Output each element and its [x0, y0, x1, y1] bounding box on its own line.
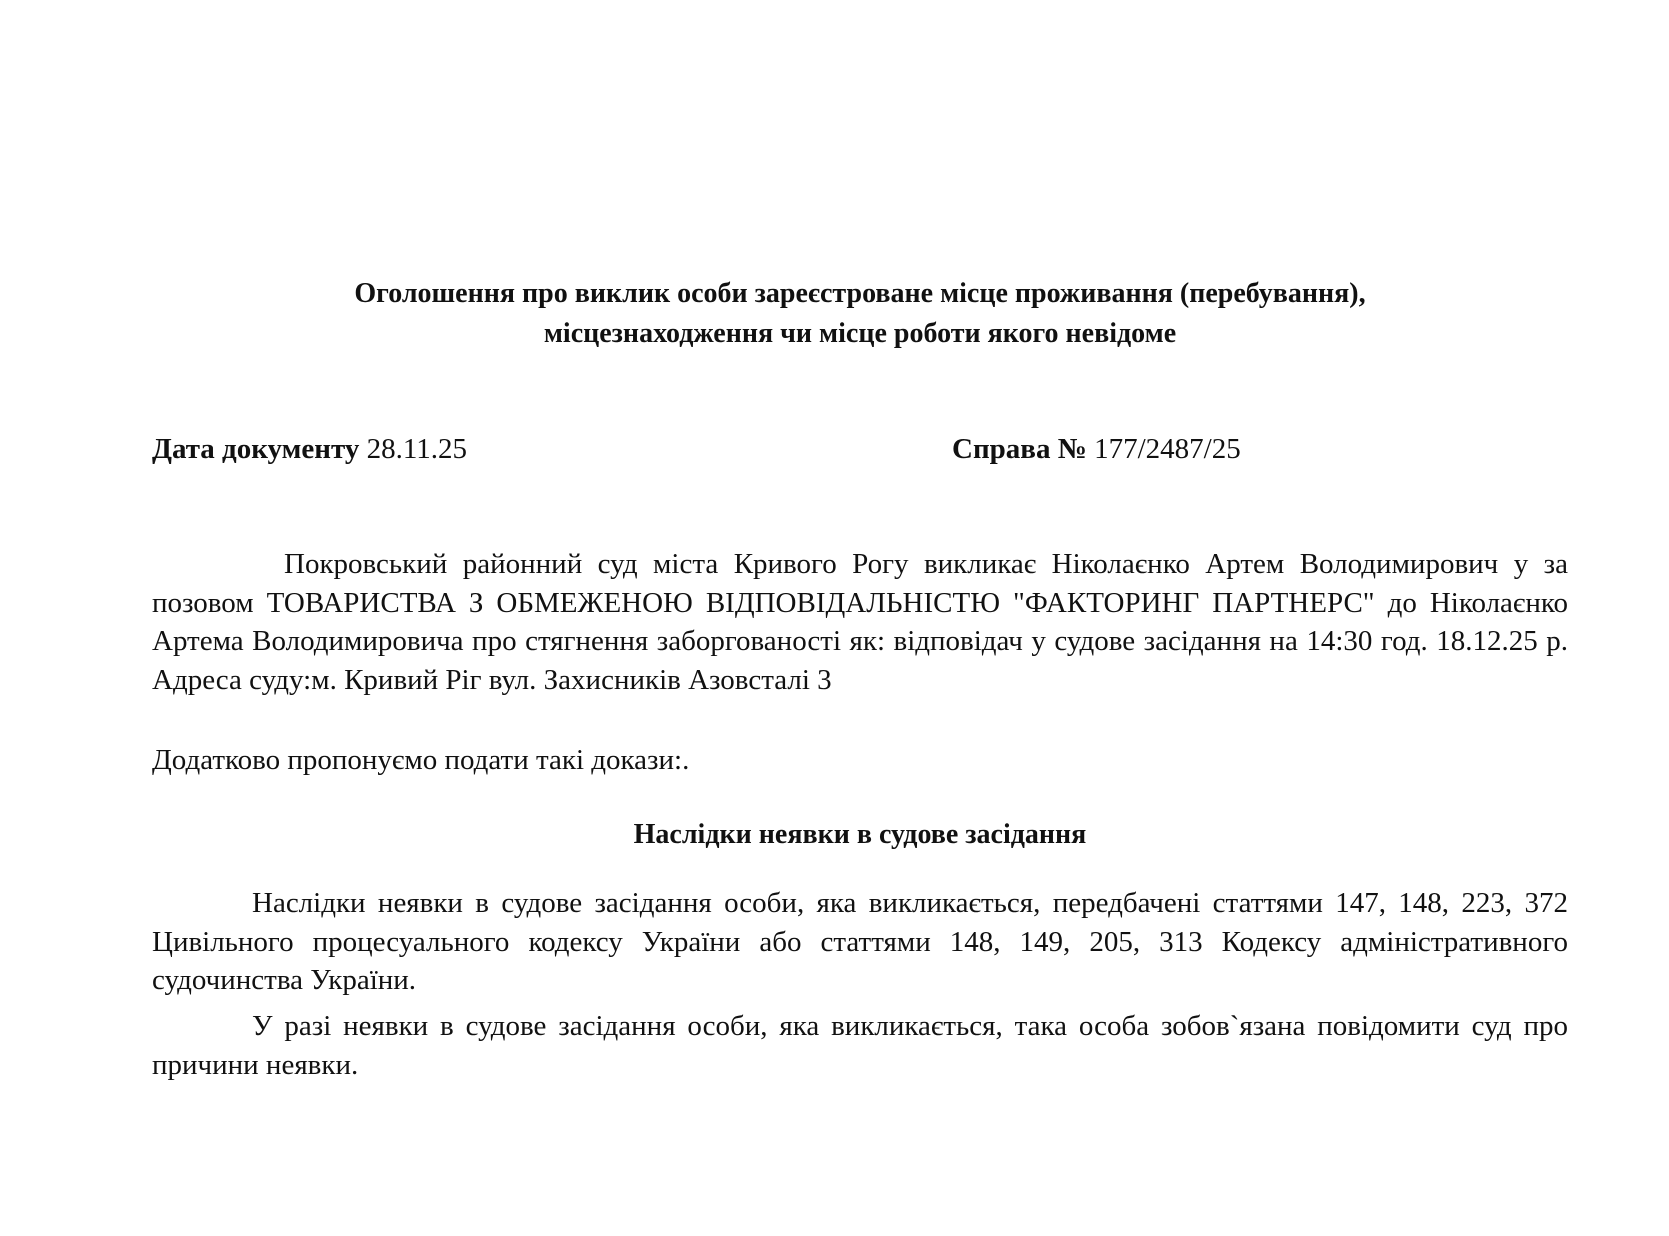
document-title-line-2: місцезнаходження чи місце роботи якого невідоме: [543, 318, 1177, 349]
consequences-paragraph: Наслідки неявки в судове засідання особи, яка викликається, передбачені статтями 147, 148, 223, 372 Цивільного процесуального кодексу України або статтями 148, 149, 205, 313 Кодексу адміністративного судочинства України.: [152, 887, 1568, 996]
document-date-label: Дата документу: [152, 433, 360, 465]
additional-evidence-paragraph: Додатково пропонуємо подати такі докази:.: [152, 744, 690, 776]
summons-paragraph: Покровський районний суд міста Кривого Рогу викликає Ніколаєнко Артем Володимирович у за позовом ТОВАРИСТВА З ОБМЕЖЕНОЮ ВІДПОВІДАЛЬНІСТЮ "ФАКТОРИНГ ПАРТНЕРС" до Ніколаєнко Артема Володимировича про стягнення заборгованості як: відповідач у судове засідання на 14:30 год. 18.12.25 р. Адреса суду:м. Кривий Ріг вул. Захисників Азовсталі 3: [152, 548, 1568, 696]
case-number-value: 177/2487/25: [1094, 433, 1241, 465]
document-date: [152, 429, 467, 469]
consequences-heading: Наслідки неявки в судове засідання: [633, 819, 1087, 850]
case-number-label: Справа №: [952, 433, 1087, 465]
notification-paragraph: У разі неявки в судове засідання особи, яка викликається, така особа зобов`язана повідомити суд про причини неявки.: [152, 1010, 1568, 1081]
document-title-line-1: Оголошення про виклик особи зареєстроване місце проживання (перебування),: [354, 278, 1366, 309]
case-number: [952, 429, 1241, 469]
document-date-value: 28.11.25: [366, 433, 468, 465]
